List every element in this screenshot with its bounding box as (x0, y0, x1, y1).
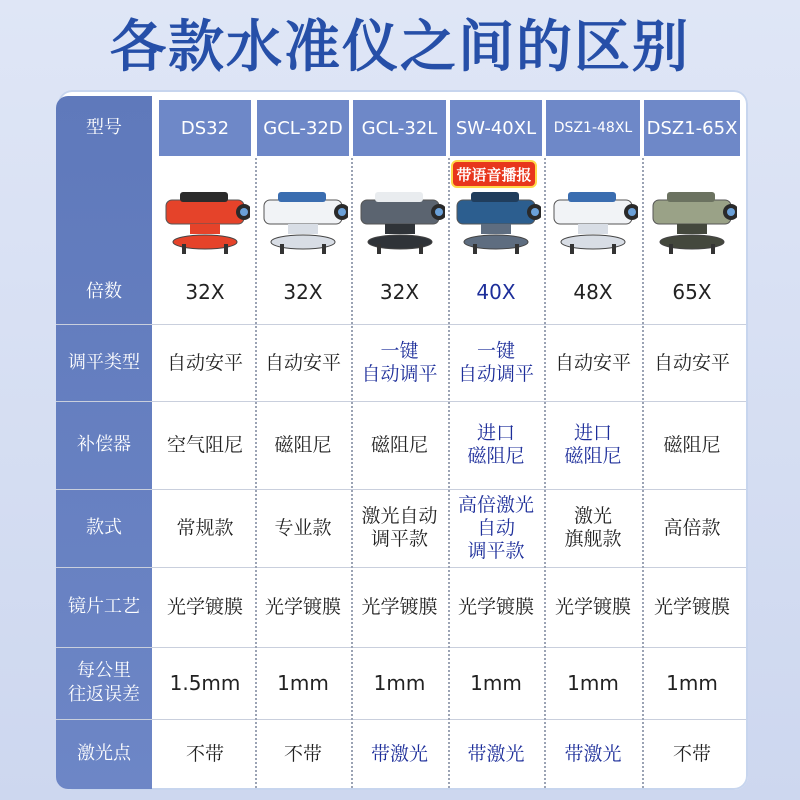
style-text: 高倍款 (663, 516, 721, 539)
model-header: GCL-32D (257, 100, 349, 156)
compensator-cell (450, 402, 542, 488)
blue-level-icon (451, 186, 541, 258)
leveling-cell (353, 326, 446, 400)
magnification-cell (546, 262, 640, 322)
magnification-cell (257, 262, 349, 322)
magnification-cell (644, 262, 740, 322)
error-text: 1mm (567, 670, 619, 695)
laser-cell (257, 720, 349, 788)
laser-level-icon (355, 186, 445, 258)
error-cell (159, 648, 251, 718)
magnification-text: 48X (573, 279, 613, 304)
error-text: 1.5mm (169, 670, 241, 695)
page-title: 各款水准仪之间的区别 (110, 15, 690, 80)
compensator-cell (353, 402, 446, 488)
compensator-text: 磁阻尼 (663, 433, 721, 456)
style-cell (450, 490, 542, 566)
lens-cell (159, 568, 251, 646)
leveling-text: 一键 (380, 340, 419, 362)
row-label-compensator: 补偿器 (77, 434, 131, 455)
orange-level-icon (160, 186, 250, 258)
white-level-icon (258, 186, 348, 258)
laser-cell (159, 720, 251, 788)
error-cell (450, 648, 542, 718)
style-text: 旗舰款 (564, 528, 622, 550)
compensator-text: 磁阻尼 (564, 445, 622, 467)
laser-cell (450, 720, 542, 788)
leveling-text: 一键 (476, 340, 515, 362)
style-text: 激光自动 (361, 505, 438, 527)
style-text: 专业款 (274, 516, 332, 539)
lens-cell (257, 568, 349, 646)
laser-text: 带激光 (564, 742, 622, 765)
style-text: 高倍激光 (457, 493, 534, 516)
row-label-error-line1: 每公里 (77, 660, 131, 681)
magnification-cell (159, 262, 251, 322)
lens-text: 光学镀膜 (554, 595, 631, 618)
style-text: 激光 (573, 505, 612, 527)
leveling-cell (546, 326, 640, 400)
row-label-magnification: 倍数 (86, 281, 122, 302)
green-level-icon (647, 186, 737, 258)
style-text: 自动 (476, 516, 515, 539)
error-text: 1mm (470, 670, 522, 695)
laser-cell (353, 720, 446, 788)
magnification-text: 32X (283, 279, 323, 304)
lens-text: 光学镀膜 (166, 595, 243, 618)
white-level-icon (548, 186, 638, 258)
magnification-cell (450, 262, 542, 322)
lens-cell (353, 568, 446, 646)
laser-cell (644, 720, 740, 788)
model-header: SW-40XL (450, 100, 542, 156)
model-header: DSZ1-65X (644, 100, 740, 156)
laser-text: 带激光 (467, 742, 525, 765)
magnification-text: 65X (672, 279, 712, 304)
lens-text: 光学镀膜 (264, 595, 341, 618)
style-cell (546, 490, 640, 566)
error-cell (644, 648, 740, 718)
magnification-cell (353, 262, 446, 322)
compensator-text: 磁阻尼 (467, 445, 525, 467)
leveling-text: 自动安平 (264, 351, 341, 374)
laser-text: 带激光 (370, 742, 428, 765)
style-cell (353, 490, 446, 566)
row-label-error (56, 648, 152, 718)
error-text: 1mm (666, 670, 718, 695)
laser-text: 不带 (283, 742, 322, 765)
style-cell (644, 490, 740, 566)
error-cell (353, 648, 446, 718)
leveling-cell (159, 326, 251, 400)
error-text: 1mm (277, 670, 329, 695)
magnification-text: 32X (379, 279, 420, 304)
row-label-laser: 激光点 (77, 743, 131, 764)
compensator-text: 磁阻尼 (370, 433, 428, 456)
lens-text: 光学镀膜 (653, 595, 730, 618)
laser-text: 不带 (672, 742, 711, 765)
compensator-cell (644, 402, 740, 488)
compensator-text: 进口 (573, 422, 612, 444)
leveling-text: 自动调平 (361, 363, 438, 385)
leveling-cell (450, 326, 542, 400)
lens-text: 光学镀膜 (457, 595, 534, 618)
leveling-text: 自动安平 (653, 351, 730, 374)
lens-cell (644, 568, 740, 646)
row-label-style: 款式 (86, 517, 122, 538)
error-text: 1mm (373, 670, 426, 695)
magnification-text: 32X (185, 279, 225, 304)
leveling-text: 自动安平 (166, 351, 243, 374)
compensator-text: 磁阻尼 (274, 433, 332, 456)
laser-text: 不带 (185, 742, 224, 765)
leveling-cell (257, 326, 349, 400)
lens-cell (450, 568, 542, 646)
model-header: DS32 (159, 100, 251, 156)
laser-cell (546, 720, 640, 788)
compensator-text: 空气阻尼 (166, 433, 243, 456)
compensator-cell (546, 402, 640, 488)
compensator-cell (257, 402, 349, 488)
compensator-cell (159, 402, 251, 488)
style-cell (257, 490, 349, 566)
leveling-text: 自动调平 (457, 363, 534, 385)
lens-text: 光学镀膜 (361, 595, 438, 618)
leveling-text: 自动安平 (554, 351, 631, 374)
style-text: 常规款 (176, 516, 234, 539)
row-label-model: 型号 (86, 117, 122, 138)
error-cell (546, 648, 640, 718)
row-label-lens: 镜片工艺 (68, 596, 140, 617)
error-cell (257, 648, 349, 718)
model-header: DSZ1-48XL (546, 100, 640, 156)
model-header: GCL-32L (353, 100, 446, 156)
voice-broadcast-badge: 带语音播报 (451, 160, 537, 188)
style-text: 调平款 (467, 539, 525, 562)
style-text: 调平款 (370, 528, 428, 550)
row-label-leveling: 调平类型 (68, 352, 140, 373)
magnification-text: 40X (476, 279, 516, 304)
leveling-cell (644, 326, 740, 400)
compensator-text: 进口 (476, 422, 515, 444)
lens-cell (546, 568, 640, 646)
row-label-error-line2: 往返误差 (68, 684, 140, 705)
style-cell (159, 490, 251, 566)
